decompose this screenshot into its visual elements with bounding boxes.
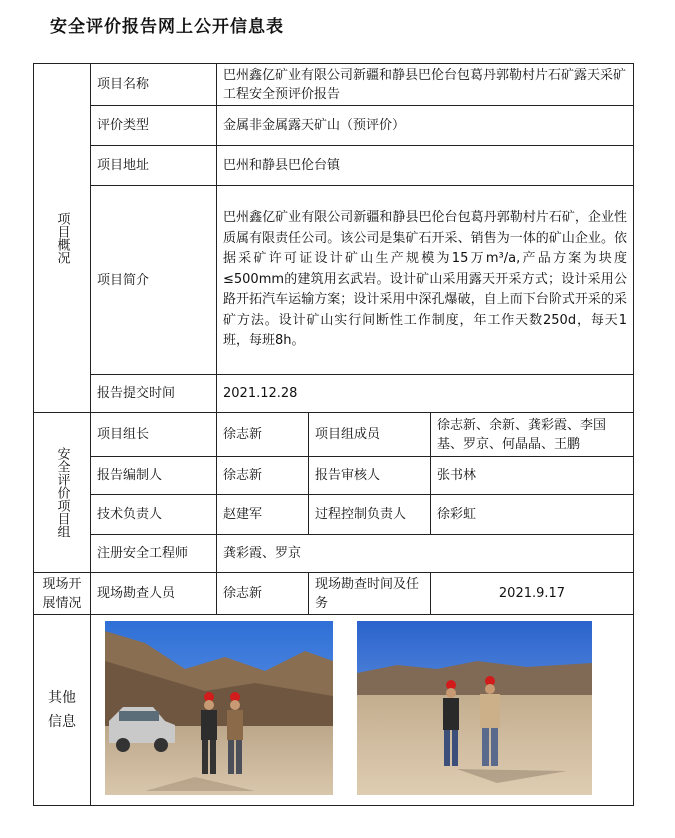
eval-type-value: 金属非金属露天矿山（预评价）: [217, 106, 634, 146]
tech-lead-value: 赵建军: [217, 495, 309, 535]
site-photo-2: [357, 621, 592, 795]
writer-label: 报告编制人: [91, 457, 217, 495]
project-name-value: 巴州鑫亿矿业有限公司新疆和静县巴伦台包葛丹郭勒村片石矿露天采矿工程安全预评价报告: [217, 64, 634, 106]
inspect-time-label: 现场勘查时间及任务: [309, 573, 431, 615]
submit-date-label: 报告提交时间: [91, 375, 217, 413]
project-name-label: 项目名称: [91, 64, 217, 106]
inspector-label: 现场勘查人员: [91, 573, 217, 615]
address-label: 项目地址: [91, 146, 217, 186]
tech-lead-label: 技术负责人: [91, 495, 217, 535]
section-team: 安全评价项目组: [34, 413, 91, 573]
writer-value: 徐志新: [217, 457, 309, 495]
site-photo-1: [105, 621, 333, 795]
inspect-time-value: 2021.9.17: [431, 573, 634, 615]
engineer-value: 龚彩霞、罗京: [217, 535, 634, 573]
process-lead-label: 过程控制负责人: [309, 495, 431, 535]
info-table: [33, 63, 634, 806]
intro-value: 巴州鑫亿矿业有限公司新疆和静县巴伦台包葛丹郭勒村片石矿，企业性质属有限责任公司。该公司是集矿石开采、销售为一体的矿山企业。依据采矿许可证设计矿山生产规模为15万m³/a,产品方案为块度≤500mm的建筑用玄武岩。设计矿山采用露天开采方式；设计采用公路开拓汽车运输方案；设计采用中深孔爆破，自上而下台阶式开采的采矿方法。设计矿山实行间断性工作制度，年工作天数250d，每天1班，每班8h。: [217, 186, 634, 375]
inspector-value: 徐志新: [217, 573, 309, 615]
eval-type-label: 评价类型: [91, 106, 217, 146]
process-lead-value: 徐彩虹: [431, 495, 634, 535]
engineer-label: 注册安全工程师: [91, 535, 217, 573]
members-value: 徐志新、余新、龚彩霞、李国基、罗京、何晶晶、王鹏: [431, 413, 634, 457]
section-overview: 项目概况: [34, 64, 91, 413]
leader-label: 项目组长: [91, 413, 217, 457]
leader-value: 徐志新: [217, 413, 309, 457]
reviewer-label: 报告审核人: [309, 457, 431, 495]
intro-label: 项目简介: [91, 186, 217, 375]
members-label: 项目组成员: [309, 413, 431, 457]
photo-area: [91, 615, 633, 805]
submit-date-value: 2021.12.28: [217, 375, 634, 413]
page-title: 安全评价报告网上公开信息表: [50, 17, 284, 37]
section-other: 其他信息: [34, 615, 91, 806]
address-value: 巴州和静县巴伦台镇: [217, 146, 634, 186]
reviewer-value: 张书林: [431, 457, 634, 495]
section-site: 现场开展情况: [34, 573, 91, 615]
